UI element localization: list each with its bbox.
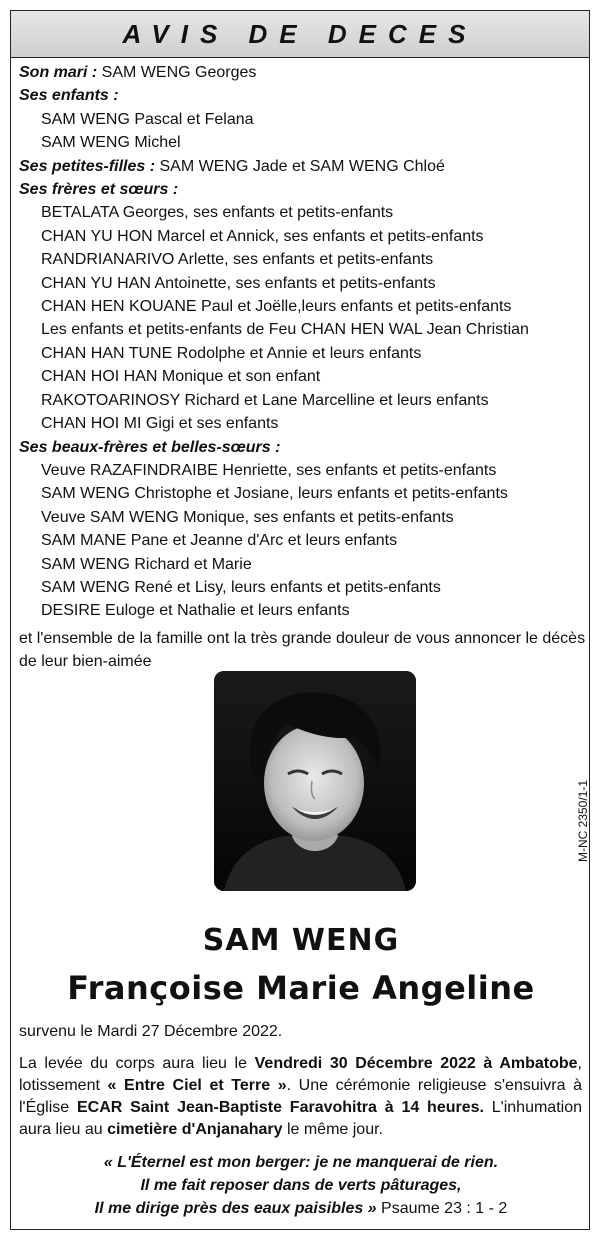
ceremony-date-place: Vendredi 30 Décembre 2022 à Ambatobe (254, 1055, 578, 1072)
quote-line: Il me fait reposer dans de verts pâturages, (140, 1177, 462, 1194)
granddaughters-names: SAM WENG Jade et SAM WENG Chloé (155, 157, 445, 175)
scripture-quote (11, 1151, 591, 1220)
ceremony-church: ECAR Saint Jean-Baptiste Faravohitra à 14 heures. (77, 1099, 484, 1116)
in-laws-label: Ses beaux-frères et belles-sœurs : (19, 438, 281, 456)
in-law-item: Veuve SAM WENG Monique, ses enfants et petits-enfants (41, 508, 454, 526)
in-law-item: SAM WENG Richard et Marie (41, 555, 252, 573)
sibling-item: BETALATA Georges, ses enfants et petits-enfants (41, 204, 394, 222)
obituary-notice (10, 10, 590, 1230)
notice-title: AVIS DE DECES (122, 18, 478, 49)
husband-label: Son mari : (19, 64, 98, 81)
deceased-given-names: Françoise Marie Angeline (67, 969, 535, 1007)
sibling-item: CHAN HEN KOUANE Paul et Joëlle,leurs enfants et petits-enfants (41, 298, 512, 316)
husband-line (19, 61, 579, 84)
child-item: SAM WENG Pascal et Felana (41, 110, 254, 128)
granddaughters-line (19, 155, 579, 178)
family-list (19, 61, 586, 674)
sibling-item: RANDRIANARIVO Arlette, ses enfants et petits-enfants (41, 251, 434, 269)
in-law-item: SAM WENG René et Lisy, leurs enfants et petits-enfants (41, 578, 441, 596)
children-label: Ses enfants : (19, 87, 119, 105)
announcement-line: et l'ensemble de la famille ont la très grande douleur de vous annoncer le décès (19, 629, 586, 647)
sibling-item: CHAN YU HAN Antoinette, ses enfants et petits-enfants (41, 274, 436, 292)
announcement-line: de leur bien-aimée (19, 653, 152, 671)
ceremony-text: le même jour. (282, 1121, 383, 1138)
deceased-surname: SAM WENG (202, 923, 400, 958)
sibling-item: Les enfants et petits-enfants de Feu CHAN HEN WAL Jean Christian (41, 321, 529, 339)
child-item: SAM WENG Michel (41, 134, 181, 152)
in-law-item: SAM WENG Christophe et Josiane, leurs enfants et petits-enfants (41, 485, 508, 503)
ceremony-details (19, 1021, 582, 1141)
reference-code: M-NC 2350/1-1 (576, 779, 590, 863)
quote-reference: Psaume 23 : 1 - 2 (376, 1200, 508, 1217)
in-law-item: Veuve RAZAFINDRAIBE Henriette, ses enfants et petits-enfants (41, 461, 497, 479)
date-line: survenu le Mardi 27 Décembre 2022. (19, 1023, 283, 1040)
sibling-item: CHAN HAN TUNE Rodolphe et Annie et leurs enfants (41, 344, 422, 362)
ceremony-cemetery: cimetière d'Anjanahary (107, 1121, 283, 1138)
ceremony-text: La levée du corps aura lieu le (19, 1055, 255, 1072)
quote-last-line (11, 1197, 591, 1220)
portrait-photo (214, 671, 416, 891)
ceremony-lotissement: « Entre Ciel et Terre » (107, 1077, 287, 1094)
siblings-label: Ses frères et sœurs : (19, 181, 179, 199)
granddaughters-label: Ses petites-filles : (19, 157, 156, 175)
sibling-item: RAKOTOARINOSY Richard et Lane Marcelline et leurs enfants (41, 391, 489, 409)
quote-line: Il me dirige près des eaux paisibles » (94, 1200, 377, 1217)
husband-name: SAM WENG Georges (97, 64, 257, 81)
ceremony-text: L'inhumation aura lieu au (19, 1099, 583, 1138)
notice-header (11, 11, 589, 58)
ceremony-text: , lotissement (19, 1055, 582, 1094)
sibling-item: CHAN HOI HAN Monique et son enfant (41, 368, 321, 386)
quote-line: « L'Éternel est mon berger: je ne manquerai de rien. (103, 1154, 499, 1171)
sibling-item: CHAN YU HON Marcel et Annick, ses enfants et petits-enfants (41, 227, 484, 245)
sibling-item: CHAN HOI MI Gigi et ses enfants (41, 415, 279, 433)
ceremony-text: . Une cérémonie religieuse s'ensuivra à l'Église (19, 1077, 583, 1116)
ceremony-paragraph (19, 1053, 582, 1141)
in-law-item: DESIRE Euloge et Nathalie et leurs enfants (41, 602, 350, 620)
in-law-item: SAM MANE Pane et Jeanne d'Arc et leurs enfants (41, 532, 398, 550)
